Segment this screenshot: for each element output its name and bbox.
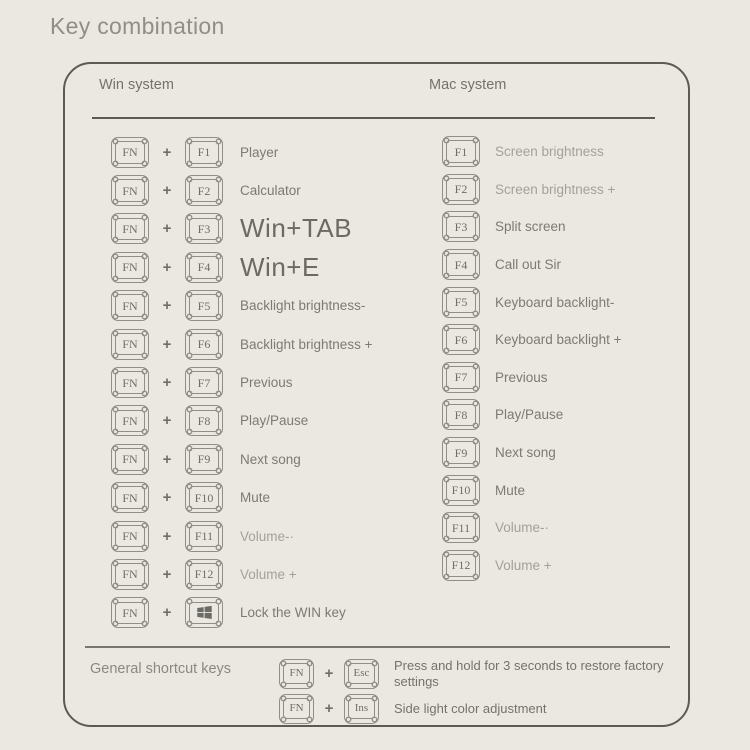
function-keycap	[442, 550, 480, 581]
plus-sign: +	[162, 527, 172, 545]
plus-sign: +	[162, 182, 172, 200]
shortcut-row	[111, 210, 372, 248]
function-keycap	[442, 136, 480, 167]
function-key-legend: F11	[451, 520, 471, 535]
function-key-legend: F10	[451, 483, 471, 498]
function-key-legend: F2	[454, 182, 468, 197]
function-key-legend: F3	[454, 219, 468, 234]
fn-keycap	[111, 482, 149, 513]
function-key-legend: F2	[197, 183, 211, 198]
shortcut-description: Screen brightness	[495, 144, 604, 160]
shortcut-row	[111, 325, 372, 363]
key-combination-panel	[63, 62, 690, 727]
shortcut-row	[442, 509, 621, 547]
shortcut-row	[111, 287, 372, 325]
function-keycap	[185, 521, 223, 552]
plus-sign: +	[162, 297, 172, 315]
shortcut-description: Previous	[240, 375, 293, 391]
shortcut-row	[111, 402, 372, 440]
fn-keycap	[111, 444, 149, 475]
function-key-legend: F4	[454, 257, 468, 272]
function-keycap	[442, 249, 480, 280]
shortcut-row	[442, 208, 621, 246]
header-divider	[92, 117, 655, 119]
fn-key-legend: FN	[122, 605, 138, 620]
shortcut-row	[279, 656, 679, 691]
function-key-legend: F6	[197, 337, 211, 352]
shortcut-description: Call out Sir	[495, 257, 562, 273]
plus-sign: +	[162, 220, 172, 238]
general-shortcut-keys-label: General shortcut keys	[90, 661, 232, 677]
shortcut-row	[279, 691, 679, 726]
plus-sign: +	[324, 700, 334, 717]
function-keycap	[185, 405, 223, 436]
shortcut-description: Press and hold for 3 seconds to restore factory settings	[394, 658, 664, 689]
function-keycap	[185, 597, 223, 628]
fn-key-legend: FN	[289, 667, 304, 679]
function-key-legend: F1	[454, 144, 468, 159]
shortcut-description: Play/Pause	[240, 413, 309, 429]
fn-keycap	[279, 659, 314, 689]
shortcut-description: Backlight brightness +	[240, 336, 373, 352]
win-shortcut-list	[111, 133, 372, 632]
shortcut-description: Mute	[495, 482, 526, 498]
fn-key-legend: FN	[289, 702, 304, 714]
shortcut-row	[442, 133, 621, 171]
shortcut-row	[111, 363, 372, 401]
shortcut-row	[111, 171, 372, 209]
plus-sign: +	[162, 489, 172, 507]
function-key-legend: F8	[454, 407, 468, 422]
win-system-header: Win system	[99, 77, 174, 93]
plus-sign: +	[324, 665, 334, 682]
fn-key-legend: FN	[122, 260, 138, 275]
shortcut-row	[442, 321, 621, 359]
shortcut-description: Volume +	[240, 566, 297, 582]
function-key-legend: F7	[454, 370, 468, 385]
mac-shortcut-list	[442, 133, 621, 584]
function-key-legend: F11	[194, 529, 214, 544]
plus-sign: +	[162, 143, 172, 161]
shortcut-description: Player	[240, 144, 279, 160]
shortcut-row	[442, 359, 621, 397]
function-key-legend: F9	[197, 452, 211, 467]
shortcut-description: Volume +	[495, 557, 552, 573]
fn-key-legend: FN	[122, 413, 138, 428]
function-key-legend: F6	[454, 332, 468, 347]
shortcut-row	[111, 248, 372, 286]
function-keycap	[442, 512, 480, 543]
fn-keycap	[111, 213, 149, 244]
function-keycap	[442, 324, 480, 355]
function-keycap	[185, 482, 223, 513]
shortcut-row	[442, 283, 621, 321]
plus-sign: +	[162, 374, 172, 392]
shortcut-row	[111, 594, 372, 632]
function-key-legend: F3	[197, 221, 211, 236]
plus-sign: +	[162, 412, 172, 430]
fn-key-legend: FN	[122, 452, 138, 467]
shortcut-description: Volume-·	[495, 520, 550, 536]
shortcut-description: Keyboard backlight-	[495, 294, 615, 310]
function-keycap	[185, 290, 223, 321]
shortcut-row	[442, 434, 621, 472]
function-keycap	[344, 694, 379, 724]
shortcut-description: Lock the WIN key	[240, 605, 346, 621]
function-key-legend: F9	[454, 445, 468, 460]
fn-key-legend: FN	[122, 145, 138, 160]
function-key-legend: Esc	[353, 667, 370, 679]
windows-logo-icon	[196, 604, 213, 621]
function-keycap	[442, 174, 480, 205]
fn-keycap	[111, 175, 149, 206]
function-key-legend: F5	[197, 298, 211, 313]
function-key-legend: F12	[451, 558, 471, 573]
function-keycap	[442, 399, 480, 430]
fn-keycap	[111, 405, 149, 436]
function-keycap	[344, 659, 379, 689]
shortcut-description: Split screen	[495, 219, 566, 235]
page-title: Key combination	[50, 13, 225, 39]
shortcut-description: Play/Pause	[495, 407, 564, 423]
plus-sign: +	[162, 565, 172, 583]
function-key-legend: F5	[454, 295, 468, 310]
fn-key-legend: FN	[122, 490, 138, 505]
function-key-legend: F7	[197, 375, 211, 390]
fn-keycap	[111, 521, 149, 552]
shortcut-description: Previous	[495, 369, 548, 385]
fn-key-legend: FN	[122, 567, 138, 582]
function-keycap	[185, 252, 223, 283]
shortcut-description: Mute	[240, 490, 271, 506]
shortcut-description: Side light color adjustment	[394, 700, 547, 716]
shortcut-row	[111, 555, 372, 593]
plus-sign: +	[162, 258, 172, 276]
fn-key-legend: FN	[122, 529, 138, 544]
mac-system-header: Mac system	[429, 77, 507, 93]
plus-sign: +	[162, 335, 172, 353]
function-keycap	[185, 329, 223, 360]
function-keycap	[442, 287, 480, 318]
fn-keycap	[111, 290, 149, 321]
function-keycap	[185, 367, 223, 398]
shortcut-row	[442, 396, 621, 434]
plus-sign: +	[162, 604, 172, 622]
function-keycap	[442, 362, 480, 393]
shortcut-row	[442, 246, 621, 284]
shortcut-row	[111, 440, 372, 478]
fn-key-legend: FN	[122, 221, 138, 236]
general-shortcut-list	[279, 656, 679, 726]
shortcut-row	[111, 517, 372, 555]
fn-key-legend: FN	[122, 298, 138, 313]
shortcut-description: Next song	[495, 445, 556, 461]
fn-keycap	[111, 252, 149, 283]
shortcut-row	[111, 133, 372, 171]
shortcut-row	[442, 171, 621, 209]
fn-key-legend: FN	[122, 183, 138, 198]
fn-key-legend: FN	[122, 375, 138, 390]
shortcut-row	[442, 547, 621, 585]
fn-keycap	[111, 329, 149, 360]
function-key-legend: Ins	[354, 702, 369, 714]
shortcut-description: Keyboard backlight +	[495, 332, 622, 348]
function-key-legend: F1	[197, 145, 211, 160]
function-key-legend: F4	[197, 260, 211, 275]
shortcut-description: Next song	[240, 451, 301, 467]
function-keycap	[442, 437, 480, 468]
general-section-divider	[85, 646, 670, 648]
shortcut-description: Win+E	[240, 251, 320, 282]
function-keycap	[185, 213, 223, 244]
fn-keycap	[111, 559, 149, 590]
fn-keycap	[111, 597, 149, 628]
shortcut-description: Calculator	[240, 183, 301, 199]
shortcut-row	[442, 471, 621, 509]
fn-keycap	[111, 137, 149, 168]
function-keycap	[185, 137, 223, 168]
function-keycap	[442, 211, 480, 242]
fn-key-legend: FN	[122, 337, 138, 352]
shortcut-description: Screen brightness +	[495, 181, 616, 197]
fn-keycap	[111, 367, 149, 398]
function-key-legend: F8	[197, 413, 211, 428]
function-key-legend: F10	[194, 490, 214, 505]
shortcut-row	[111, 479, 372, 517]
shortcut-description: Volume-·	[240, 528, 295, 544]
plus-sign: +	[162, 450, 172, 468]
function-keycap	[185, 559, 223, 590]
function-key-legend: F12	[194, 567, 214, 582]
function-keycap	[185, 175, 223, 206]
shortcut-description: Backlight brightness-	[240, 298, 366, 314]
function-keycap	[442, 475, 480, 506]
function-keycap	[185, 444, 223, 475]
fn-keycap	[279, 694, 314, 724]
shortcut-description: Win+TAB	[240, 213, 353, 244]
